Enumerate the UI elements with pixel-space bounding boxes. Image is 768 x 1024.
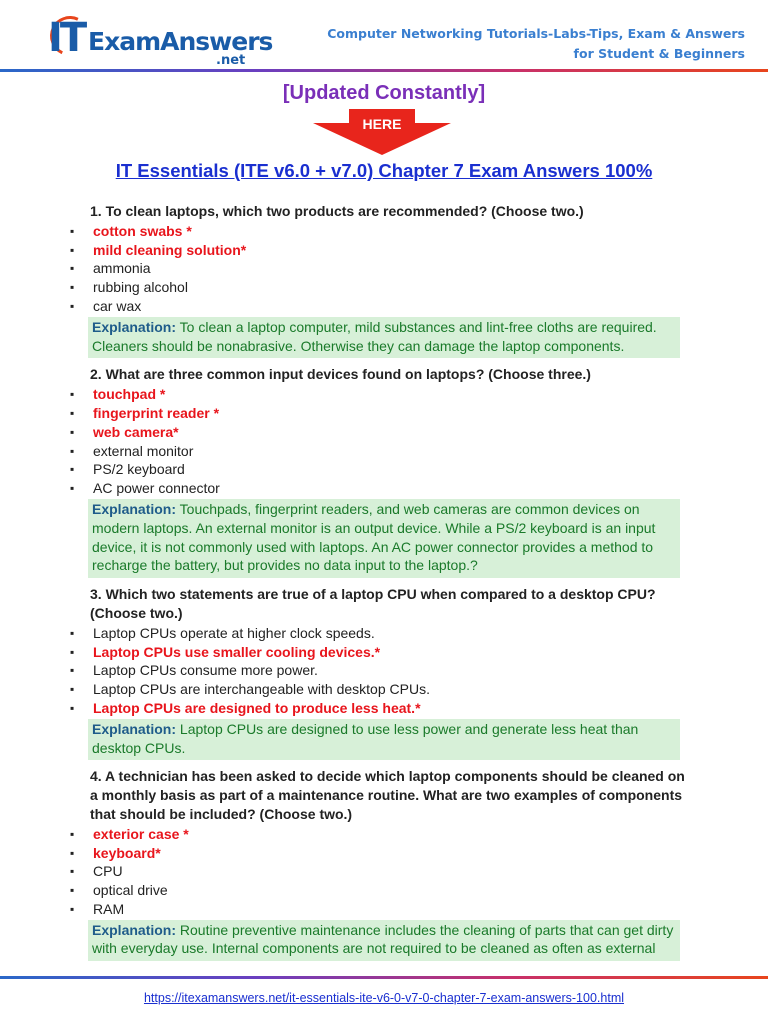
question-block xyxy=(70,202,690,358)
site-logo[interactable] xyxy=(48,14,273,70)
explanation-label: Explanation: xyxy=(92,500,177,517)
question-text: 4. A technician has been asked to decide which laptop components should be cleaned on a monthly basis as part of a maintenance routine. What are two examples of components that should be included? (Choose two.) xyxy=(90,768,685,822)
answer-option: ▪ CPU xyxy=(70,862,690,881)
explanation-label: Explanation: xyxy=(92,921,177,938)
explanation-box xyxy=(88,719,680,761)
here-arrow-label[interactable]: HERE xyxy=(362,116,402,132)
explanation-label: Explanation: xyxy=(92,318,177,335)
answer-option-correct: ▪ keyboard* xyxy=(70,844,690,863)
logo-name-text: ExamAnswers xyxy=(88,27,273,56)
answer-options xyxy=(70,222,690,316)
question-text: 1. To clean laptops, which two products are recommended? (Choose two.) xyxy=(90,203,584,219)
answer-option: ▪ Laptop CPUs are interchangeable with desktop CPUs. xyxy=(70,680,690,699)
tagline-line-2: for Student & Beginners xyxy=(573,46,745,61)
footer-divider xyxy=(0,976,768,979)
question-text: 2. What are three common input devices found on laptops? (Choose three.) xyxy=(90,366,591,383)
answer-option-correct: ▪ mild cleaning solution* xyxy=(70,241,690,260)
explanation-text: Routine preventive maintenance includes the cleaning of parts that can get dirty with everyday use. Internal components are not required to be cleaned as often as external xyxy=(92,921,674,957)
answer-option-correct: ▪ cotton swabs * xyxy=(70,222,690,241)
answer-option: ▪ RAM xyxy=(70,900,690,919)
answer-options xyxy=(70,825,690,919)
answer-option: ▪ Laptop CPUs consume more power. xyxy=(70,661,690,680)
explanation-text: Laptop CPUs are designed to use less power and generate less heat than desktop CPUs. xyxy=(92,720,639,756)
answer-option: ▪ AC power connector xyxy=(70,479,690,498)
answer-options xyxy=(70,624,690,718)
answer-option: ▪ PS/2 keyboard xyxy=(70,460,690,479)
page-header xyxy=(0,0,768,70)
logo-net-text: .net xyxy=(216,53,246,68)
answer-option-correct: ▪ web camera* xyxy=(70,423,690,442)
questions-list xyxy=(70,202,690,968)
question-block xyxy=(70,767,690,961)
answer-option-correct: ▪ touchpad * xyxy=(70,385,690,404)
answer-option: ▪ car wax xyxy=(70,297,690,316)
answer-option-correct: ▪ Laptop CPUs are designed to produce less heat.* xyxy=(70,699,690,718)
header-divider xyxy=(0,69,768,72)
answer-option: ▪ external monitor xyxy=(70,442,690,461)
tagline-line-1: Computer Networking Tutorials-Labs-Tips, Exam & Answers xyxy=(327,26,745,41)
explanation-box xyxy=(88,317,680,359)
answer-option-correct: ▪ fingerprint reader * xyxy=(70,404,690,423)
site-tagline xyxy=(327,24,745,64)
updated-banner: [Updated Constantly] xyxy=(282,82,486,104)
page-title[interactable]: IT Essentials (ITE v6.0 + v7.0) Chapter 7 Exam Answers 100% xyxy=(115,160,653,181)
explanation-box xyxy=(88,499,680,578)
explanation-label: Explanation: xyxy=(92,720,177,737)
explanation-text: Touchpads, fingerprint readers, and web cameras are common devices on modern laptops. An external monitor is an output device. While a PS/2 keyboard is an input device, it is not commonly used with laptops. An AC power connector provides a method to recharge the battery, but provides no data input to the laptop.? xyxy=(92,500,656,574)
answer-option: ▪ Laptop CPUs operate at higher clock speeds. xyxy=(70,624,690,643)
answer-option-correct: ▪ Laptop CPUs use smaller cooling devices.* xyxy=(70,643,690,662)
answer-option-correct: ▪ exterior case * xyxy=(70,825,690,844)
question-block xyxy=(70,365,690,578)
question-text: 3. Which two statements are true of a laptop CPU when compared to a desktop CPU? (Choose two.) xyxy=(90,586,656,621)
answer-options xyxy=(70,385,690,498)
answer-option: ▪ rubbing alcohol xyxy=(70,278,690,297)
question-block xyxy=(70,585,690,760)
answer-option: ▪ optical drive xyxy=(70,881,690,900)
explanation-box xyxy=(88,920,680,962)
explanation-text: To clean a laptop computer, mild substances and lint-free cloths are required. Cleaners should be nonabrasive. Otherwise they can damage the laptop components. xyxy=(92,318,657,354)
footer-url-link[interactable]: https://itexamanswers.net/it-essentials-ite-v6-0-v7-0-chapter-7-exam-answers-100.html xyxy=(143,991,625,1005)
logo-it-text: IT xyxy=(48,15,85,61)
answer-option: ▪ ammonia xyxy=(70,259,690,278)
